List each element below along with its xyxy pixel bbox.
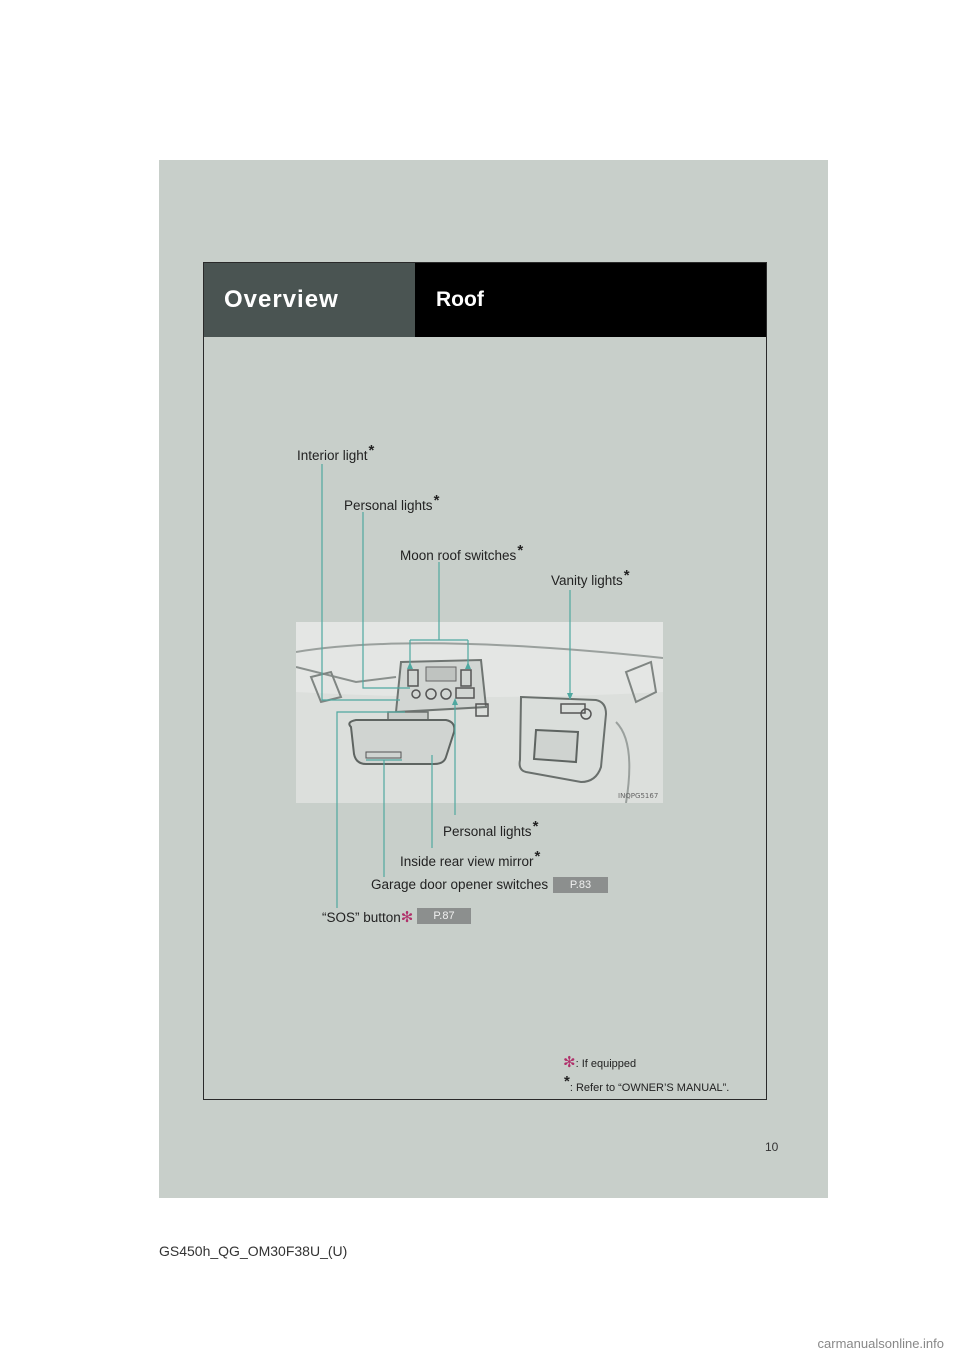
- star-marker: *: [368, 442, 375, 459]
- star-marker: *: [623, 567, 630, 584]
- label-personal-lights-top: Personal lights*: [344, 492, 440, 513]
- star-marker: *: [433, 492, 440, 509]
- page-ref-garage[interactable]: P.83: [553, 877, 608, 893]
- section-tab: Overview: [204, 263, 415, 337]
- star-marker: *: [517, 542, 524, 559]
- label-personal-lights-bottom: Personal lights*: [443, 818, 539, 839]
- watermark[interactable]: carmanualsonline.info: [817, 1336, 944, 1351]
- note-if-equipped: ✻: If equipped: [563, 1054, 637, 1071]
- label-moon-roof-switches: Moon roof switches*: [400, 542, 524, 563]
- page-title: Roof: [415, 263, 766, 337]
- label-inside-rear-view-mirror: Inside rear view mirror*: [400, 848, 541, 869]
- if-equipped-marker: ✻: [563, 1054, 576, 1071]
- label-interior-light: Interior light*: [297, 442, 375, 463]
- label-garage-door-opener: Garage door opener switches: [371, 877, 549, 892]
- page-ref-sos[interactable]: P.87: [417, 908, 471, 924]
- document-code: GS450h_QG_OM30F38U_(U): [159, 1243, 348, 1259]
- note-refer-owners-manual: *: Refer to “OWNER’S MANUAL”.: [564, 1073, 730, 1094]
- star-marker: *: [534, 848, 541, 865]
- star-marker: *: [564, 1073, 570, 1090]
- label-sos-button: “SOS” button✻: [322, 909, 414, 926]
- label-vanity-lights: Vanity lights*: [551, 567, 630, 588]
- if-equipped-marker: ✻: [400, 909, 414, 926]
- image-code: INQPG5167: [618, 792, 659, 800]
- page-number: 10: [765, 1140, 779, 1154]
- star-marker: *: [532, 818, 539, 835]
